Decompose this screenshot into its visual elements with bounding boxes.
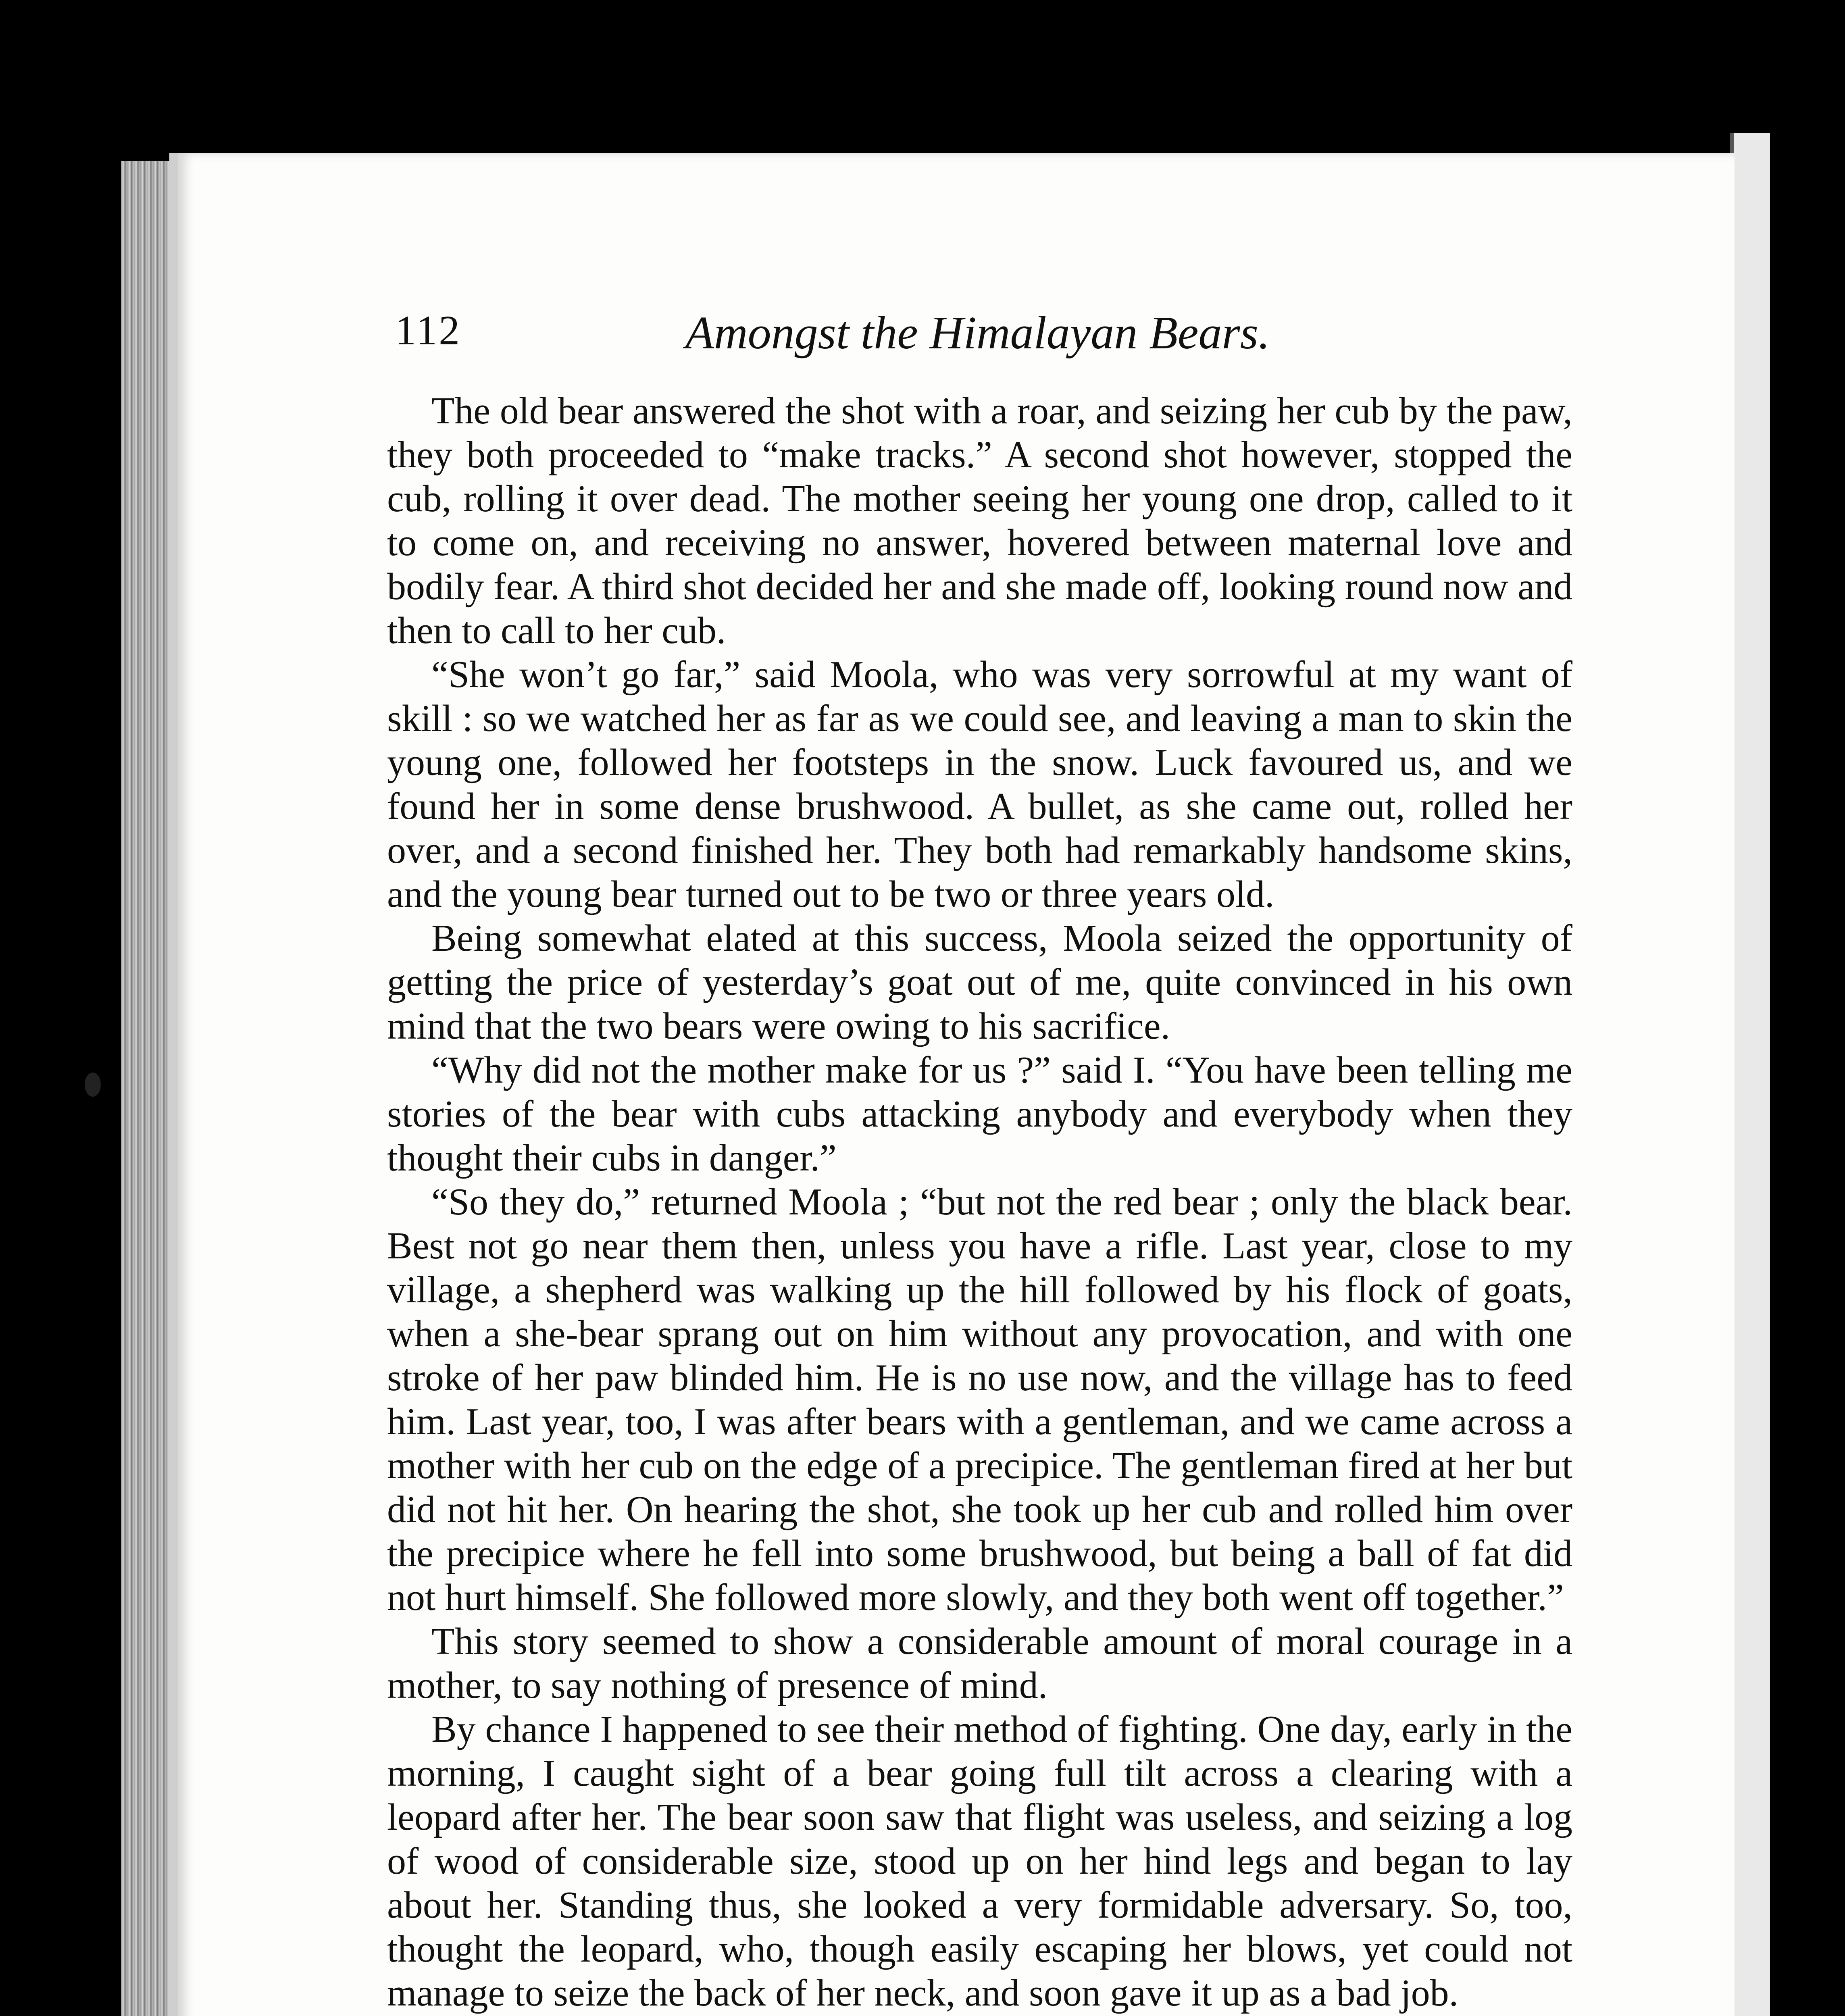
paragraph: “Why did not the mother make for us ?” said I. “You have been telling me stories of the bear with cubs attacking anybody and everybody when they thought their cubs in danger.” (387, 1049, 1572, 1179)
paragraph: “So they do,” returned Moola ; “but not the red bear ; only the black bear. Best not go near them then, unless you have a rifle. Last year, close to my village, a shepherd was walking up the hill followed by his flock of goats, when a she-bear sprang out on him without any provocation, and with one stroke of her paw blinded him. He is no use now, and the village has to feed him. Last year, too, I was after bears with a gentleman, and we came across a mother with her cub on the edge of a precipice. The gentleman fired at her but did not hit her. On hearing the shot, she took up her cub and rolled him over the precipice where he fell into some brushwood, but being a ball of fat did not hurt himself. She followed more slowly, and they both went off together.” (387, 1181, 1572, 1618)
page-header (395, 306, 1572, 371)
paragraph: Being somewhat elated at this success, Moola seized the opportunity of getting the price of yesterday’s goat out of me, quite convinced in his own mind that the two bears were owing to his sacrifice. (387, 917, 1572, 1047)
paragraph: By chance I happened to see their method of fighting. One day, early in the morning, I caught sight of a bear going full tilt across a clearing with a leopard after her. The bear soon saw that flight was useless, and seizing a log of wood of considerable size, stood up on her hind legs and began to lay about her. Standing thus, she looked a very formidable adversary. So, too, thought the leopard, who, though easily escaping her blows, yet could not manage to seize the back of her neck, and soon gave it up as a bad job. (387, 1708, 1572, 2014)
paragraph: The old bear answered the shot with a roar, and seizing her cub by the paw, they both proceeded to “make tracks.” A second shot however, stopped the cub, rolling it over dead. The mother seeing her young one drop, called to it to come on, and receiving no answer, hovered between maternal love and bodily fear. A third shot decided her and she made off, looking round now and then to call to her cub. (387, 390, 1572, 652)
paragraph: “She won’t go far,” said Moola, who was very sorrowful at my want of skill : so we watched her as far as we could see, and leaving a man to skin the young one, followed her footsteps in the snow. Luck favoured us, and we found her in some dense brushwood. A bullet, as she came out, rolled her over, and a second finished her. They both had remarkably handsome skins, and the young bear turned out to be two or three years old. (387, 654, 1572, 915)
body-text (387, 389, 1572, 2016)
scan-speck (85, 1073, 101, 1097)
facing-page-edge (1730, 133, 1770, 2016)
page-edges (121, 161, 169, 2016)
running-title: Amongst the Himalayan Bears. (685, 307, 1270, 359)
page-number: 112 (395, 307, 462, 354)
paragraph: This story seemed to show a considerable amount of moral courage in a mother, to say nothing of presence of mind. (387, 1620, 1572, 1706)
